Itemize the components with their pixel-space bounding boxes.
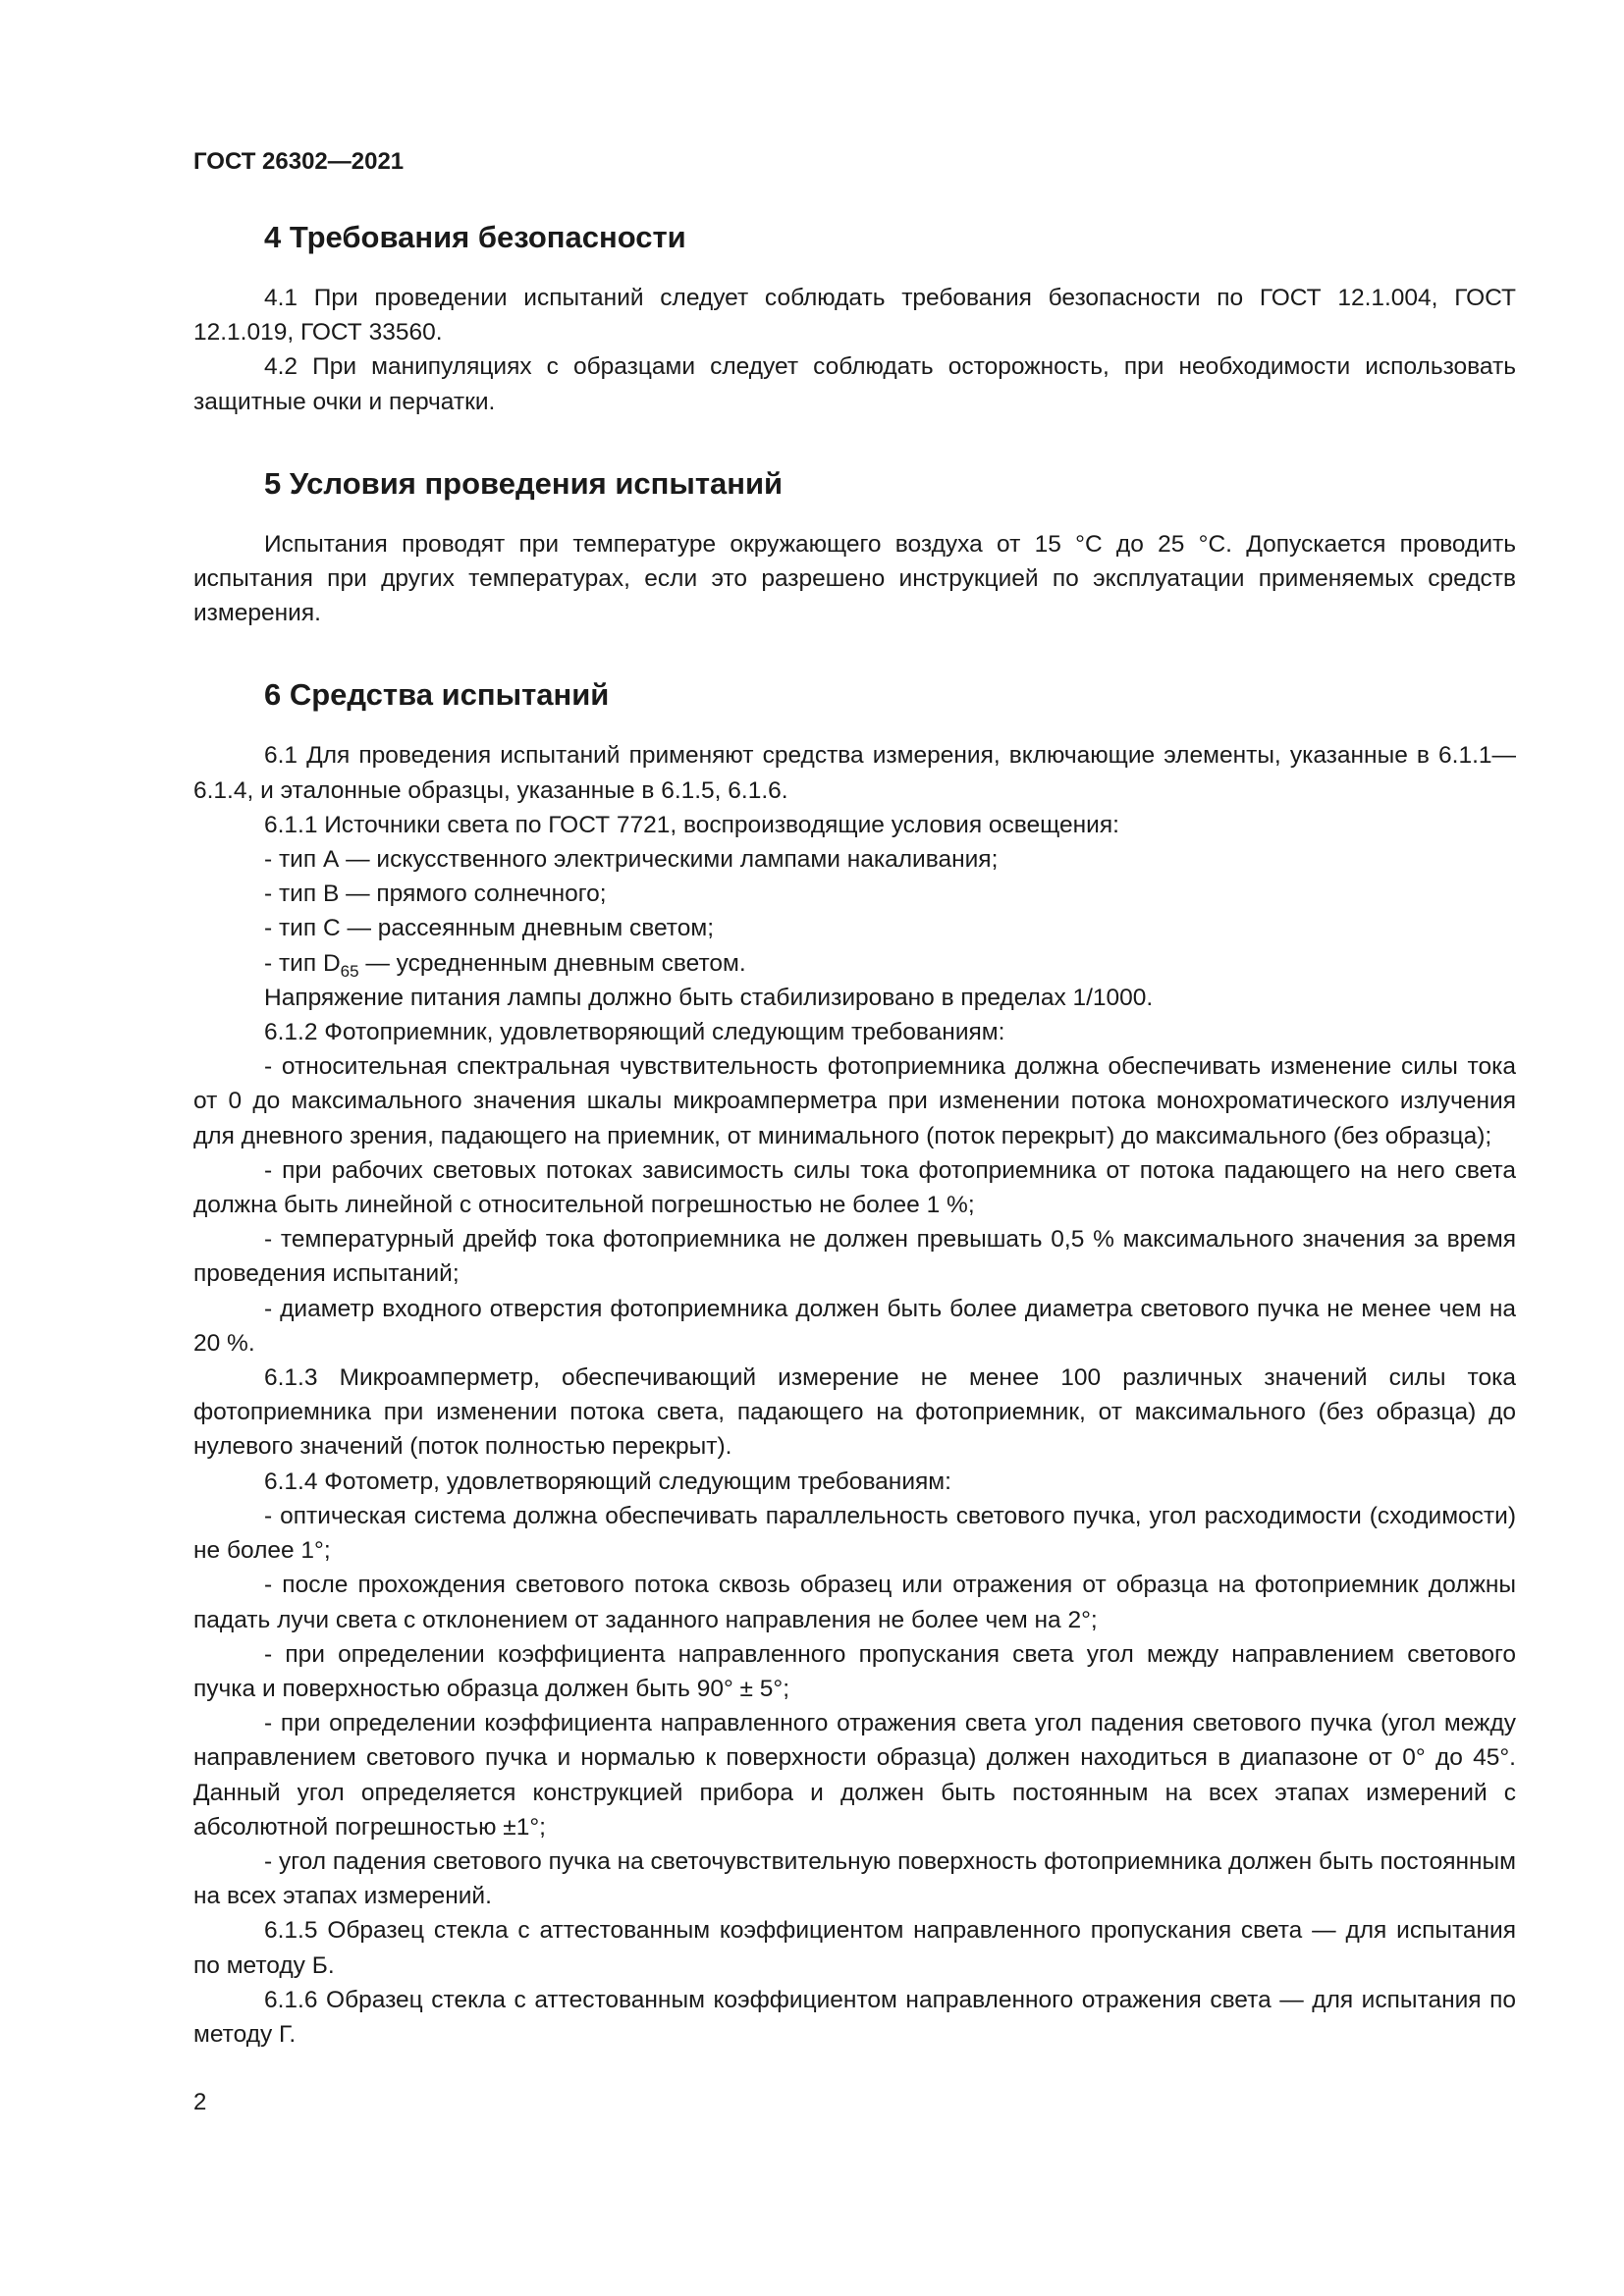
paragraph-6-1-4: 6.1.4 Фотометр, удовлетворяющий следующим требованиям: [264, 1468, 951, 1495]
list-item-photoreceiver-4: - диаметр входного отверстия фотоприемника должен быть более диаметра светового пучка не менее чем на 20 %. [193, 1295, 1516, 1357]
paragraph-4-2: 4.2 При манипуляциях с образцами следует соблюдать осторожность, при необходимости использовать защитные очки и перчатки. [193, 353, 1516, 415]
list-item-photometer-3: - при определении коэффициента направленного пропускания света угол между направлением светового пучка и поверхностью образца должен быть 90° ± 5°; [193, 1640, 1516, 1702]
section-4-title: 4 Требования безопасности [264, 220, 686, 254]
list-item-type-b: - тип В — прямого солнечного; [264, 881, 607, 908]
list-item-photometer-4: - при определении коэффициента направленного отражения света угол падения светового пучка (угол между направлением светового пучка и нормалью к поверхности образца) должен находиться в диапазоне от 0° до 45°. Данный угол определяется конструкцией прибора и должен быть постоянным на всех этапах измерений с абсолютной погрешностью ±1°; [193, 1710, 1516, 1841]
list-item-photometer-1: - оптическая система должна обеспечивать параллельность светового пучка, угол расходимости (сходимости) не более 1°; [193, 1502, 1516, 1565]
list-item-photometer-5: - угол падения светового пучка на светочувствительную поверхность фотоприемника должен быть постоянным на всех этапах измерений. [193, 1847, 1516, 1910]
paragraph-voltage: Напряжение питания лампы должно быть стабилизировано в пределах 1/1000. [264, 984, 1154, 1011]
list-item-photoreceiver-3: - температурный дрейф тока фотоприемника не должен превышать 0,5 % максимального значения за время проведения испытаний; [193, 1226, 1516, 1288]
list-item-type-c: - тип С — рассеянным дневным светом; [264, 915, 714, 942]
document-id: ГОСТ 26302—2021 [193, 148, 405, 175]
list-item-photoreceiver-1: - относительная спектральная чувствительность фотоприемника должна обеспечивать изменение силы тока от 0 до максимального значения шкалы микроамперметра при изменении потока монохроматического излучения для дневного зрения, падающего на приемник, от минимального (поток перекрыт) до максимального (без образца); [193, 1053, 1516, 1149]
paragraph-6-1-2: 6.1.2 Фотоприемник, удовлетворяющий следующим требованиям: [264, 1019, 1005, 1046]
list-item-photometer-2: - после прохождения светового потока сквозь образец или отражения от образца на фотоприемник должны падать лучи света с отклонением от заданного направления не более чем на 2°; [193, 1572, 1516, 1633]
section-4-safety [193, 218, 1516, 419]
paragraph-5-1: Испытания проводят при температуре окружающего воздуха от 15 °C до 25 °C. Допускается проводить испытания при других температурах, если это разрешено инструкцией по эксплуатации применяемых средств измерения. [193, 530, 1516, 627]
section-5-title: 5 Условия проведения испытаний [264, 465, 784, 501]
list-item-type-d65 [193, 946, 1516, 981]
section-6-title: 6 Средства испытаний [264, 677, 610, 713]
type-d-suffix: — усредненным дневным светом. [358, 949, 746, 977]
paragraph-6-1-1: 6.1.1 Источники света по ГОСТ 7721, воспроизводящие условия освещения: [264, 811, 1119, 838]
paragraph-6-1-5: 6.1.5 Образец стекла с аттестованным коэффициентом направленного пропускания света — для испытания по методу Б. [193, 1917, 1516, 1979]
paragraph-4-1: 4.1 При проведении испытаний следует соблюдать требования безопасности по ГОСТ 12.1.004, ГОСТ 12.1.019, ГОСТ 33560. [193, 285, 1516, 347]
page-number: 2 [193, 2089, 207, 2115]
section-6-equipment [193, 675, 1516, 2052]
type-d-prefix: - тип D [264, 949, 341, 977]
document-page [193, 147, 1516, 2097]
paragraph-6-1-6: 6.1.6 Образец стекла с аттестованным коэффициентом направленного отражения света — для испытания по методу Г. [193, 1986, 1516, 2048]
paragraph-6-1-3: 6.1.3 Микроамперметр, обеспечивающий измерение не менее 100 различных значений силы тока фотоприемника при изменении потока света, падающего на фотоприемник, от максимального (без образца) до нулевого значений (поток полностью перекрыт). [193, 1364, 1516, 1461]
section-5-conditions [193, 464, 1516, 631]
list-item-photoreceiver-2: - при рабочих световых потоках зависимость силы тока фотоприемника от потока падающего на него света должна быть линейной с относительной погрешностью не более 1 %; [193, 1156, 1516, 1219]
list-item-type-a: - тип А — искусственного электрическими лампами накаливания; [264, 846, 999, 874]
type-d-subscript: 65 [340, 961, 359, 981]
paragraph-6-1: 6.1 Для проведения испытаний применяют средства измерения, включающие элементы, указанные в 6.1.1—6.1.4, и эталонные образцы, указанные в 6.1.5, 6.1.6. [193, 742, 1516, 804]
